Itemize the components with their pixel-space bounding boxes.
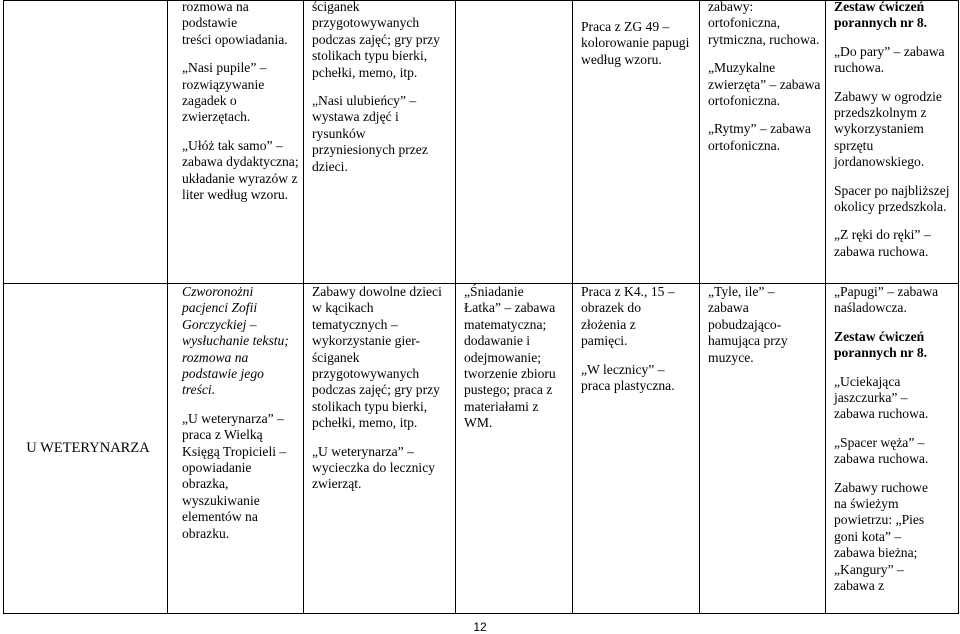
- activity-text: „Nasi ulubieńcy” – wystawa zdjęć i rysunków przyniesionych przez dzieci.: [312, 93, 428, 174]
- activity-text: ściganek przygotowywanych podczas zajęć; gry przy stolikach typu bierki, pchełki, memo, itp.: [312, 0, 440, 80]
- activity-text: „Spacer węża” – zabawa ruchowa.: [834, 434, 929, 467]
- activity-cell: [456, 284, 573, 614]
- activity-cell: [304, 1, 456, 284]
- activity-text: rozmowa na podstawie treści opowiadania.: [182, 0, 288, 47]
- theme-label: U WETERYNARZA: [26, 440, 150, 457]
- activity-cell: [168, 1, 304, 284]
- activity-text: „Muzykalne zwierzęta” – zabawa ortofoniczna.: [708, 60, 821, 109]
- activity-text: Czworonożni pacjenci Zofii Gorczyckiej – wysłuchanie tekstu; rozmowa na podstawie jego treści.: [182, 284, 289, 398]
- activity-cell: [304, 284, 456, 614]
- activity-text: „Rytmy” – zabawa ortofoniczna.: [708, 121, 811, 153]
- activity-text: „Ułóż tak samo” – zabawa dydaktyczna; układanie wyrazów z liter według wzoru.: [182, 137, 299, 203]
- theme-cell: [4, 284, 168, 614]
- activity-text: Zabawy dowolne dzieci w kącikach tematycznych – wykorzystanie gier- ściganek przygotowywanych podczas zajęć; gry przy stolikach typu bierki, pchełki, memo, itp.: [312, 284, 442, 431]
- activity-text: „U weterynarza” – praca z Wielką Księgą Tropicieli – opowiadanie obrazka, wyszukiwanie elementów na obrazku.: [182, 410, 287, 541]
- table-row: [4, 284, 959, 614]
- activity-text: zabawy: ortofoniczna, rytmiczna, ruchowa.: [708, 0, 820, 47]
- exercise-set-title: Zestaw ćwiczeń porannych nr 8.: [834, 0, 928, 31]
- exercise-set-title: Zestaw ćwiczeń porannych nr 8.: [834, 328, 928, 361]
- lesson-plan-table: [3, 0, 959, 614]
- activity-cell: [573, 284, 700, 614]
- activity-cell: [826, 284, 959, 614]
- activity-text: Praca z ZG 49 – kolorowanie papugi według wzoru.: [581, 19, 690, 67]
- table-row: [4, 1, 959, 284]
- activity-text: Praca z K4., 15 – obrazek do złożenia z pamięci.: [581, 284, 675, 349]
- activity-cell: [700, 1, 826, 284]
- activity-text: „Papugi” – zabawa naśladowcza.: [834, 284, 939, 316]
- activity-text: „Śniadanie Łatka” – zabawa matematyczna; dodawanie i odejmowanie; tworzenie zbioru pustego; praca z materiałami z WM.: [464, 284, 556, 431]
- activity-text: „Tyle, ile” – zabawa pobudzająco- hamująca przy muzyce.: [708, 284, 788, 365]
- activity-cell: [700, 284, 826, 614]
- activity-text: Zabawy w ogrodzie przedszkolnym z wykorzystaniem sprzętu jordanowskiego.: [834, 88, 942, 170]
- activity-cell: [573, 1, 700, 284]
- activity-cell: [168, 284, 304, 614]
- activity-cell: [456, 1, 573, 284]
- activity-text: Spacer po najbliższej okolicy przedszkola.: [834, 182, 950, 215]
- activity-text: Zabawy ruchowe na świeżym powietrzu: „Pies goni kota” – zabawa bieżna; „Kangury” – zabawa z: [834, 479, 928, 594]
- activity-text: „W lecznicy” – praca plastyczna.: [581, 361, 675, 394]
- activity-cell: [826, 1, 959, 284]
- activity-text: „Do pary” – zabawa ruchowa.: [834, 43, 945, 76]
- activity-text: „Z ręki do ręki” – zabawa ruchowa.: [834, 227, 931, 259]
- activity-text: „Uciekająca jaszczurka” – zabawa ruchowa.: [834, 373, 929, 422]
- activity-text: „U weterynarza” – wycieczka do lecznicy zwierząt.: [312, 443, 436, 492]
- page-number: 12: [473, 620, 487, 634]
- theme-cell: [4, 1, 168, 284]
- activity-text: „Nasi pupile” – rozwiązywanie zagadek o zwierzętach.: [182, 60, 267, 125]
